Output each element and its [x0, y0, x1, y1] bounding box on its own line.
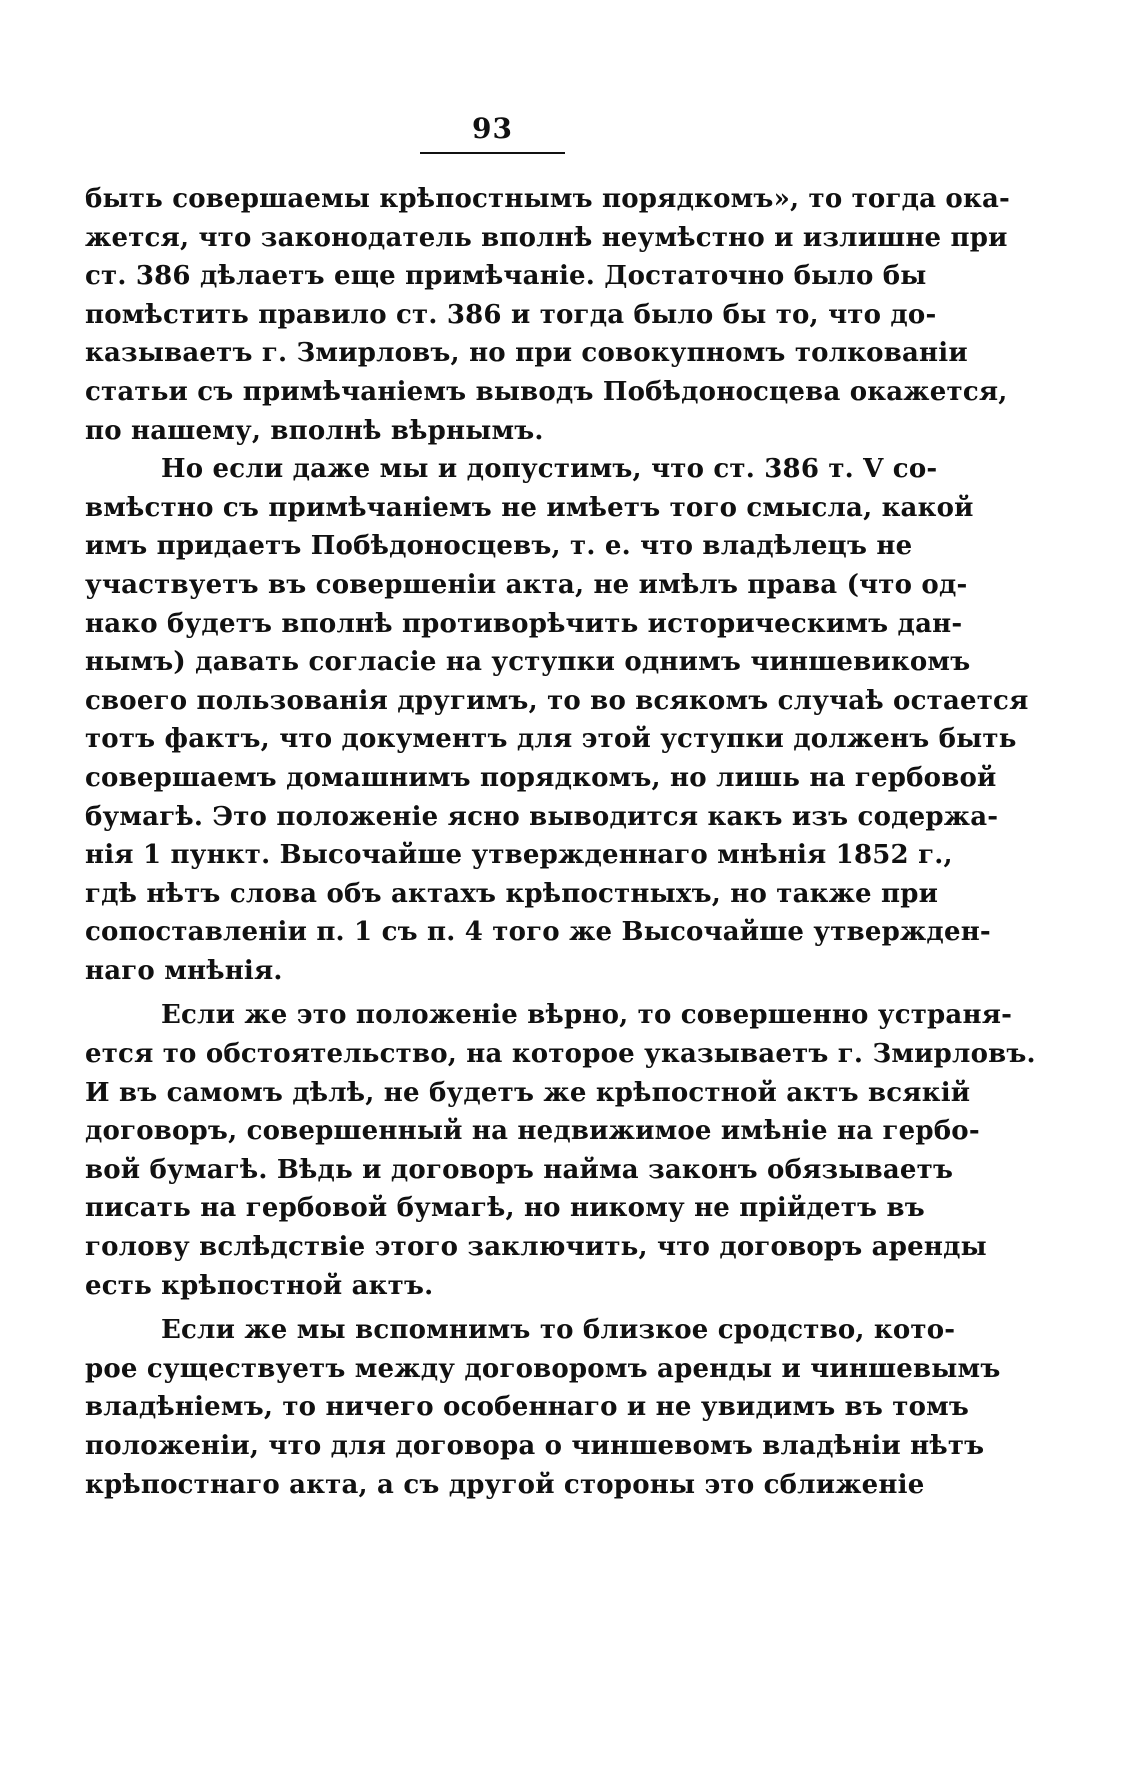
page-number: 93: [472, 112, 513, 145]
text-line: статьи съ примѣчаніемъ выводъ Побѣдоносцева окажется,: [85, 376, 1008, 407]
paragraph: [85, 996, 1036, 1305]
text-line: вой бумагѣ. Вѣдь и договоръ найма законъ обязываетъ: [85, 1154, 954, 1185]
text-line: ст. 386 дѣлаетъ еще примѣчаніе. Достаточно было бы: [85, 261, 927, 292]
text-line: положеніи, что для договора о чиншевомъ владѣніи нѣтъ: [85, 1431, 985, 1461]
text-line: по нашему, вполнѣ вѣрнымъ.: [85, 415, 544, 446]
text-line: вмѣстно съ примѣчаніемъ не имѣетъ того смысла, какой: [85, 492, 974, 523]
text-line: нія 1 пункт. Высочайше утвержденнаго мнѣнія 1852 г.,: [85, 840, 953, 871]
paragraph: [85, 180, 1010, 450]
text-line: Если же мы вспомнимъ то близкое сродство, кото-: [161, 1315, 956, 1346]
text-line: договоръ, совершенный на недвижимое имѣніе на гербо-: [85, 1116, 980, 1147]
paragraph: [85, 450, 1029, 990]
text-line: Если же это положеніе вѣрно, то совершенно устраня-: [161, 1000, 1013, 1031]
text-line: крѣпостнаго акта, а съ другой стороны это сближеніе: [85, 1469, 925, 1500]
text-line: жется, что законодатель вполнѣ неумѣстно и излишне при: [85, 222, 1008, 253]
page-header: [420, 112, 565, 154]
header-rule: [420, 152, 565, 154]
text-line: бумагѣ. Это положеніе ясно выводится какъ изъ содержа-: [85, 801, 999, 832]
text-line: участвуетъ въ совершеніи акта, не имѣлъ права (что од-: [85, 569, 968, 600]
text-line: нымъ) давать согласіе на уступки однимъ чиншевикомъ: [85, 647, 971, 678]
text-line: быть совершаемы крѣпостнымъ порядкомъ», то тогда ока-: [85, 184, 1010, 214]
paragraph: [85, 1311, 1001, 1504]
text-line: тотъ фактъ, что документъ для этой уступки долженъ быть: [85, 724, 1017, 755]
text-line: нако будетъ вполнѣ противорѣчить историческимъ дан-: [85, 608, 963, 639]
text-line: сопоставленіи п. 1 съ п. 4 того же Высочайше утвержден-: [85, 917, 991, 948]
text-line: совершаемъ домашнимъ порядкомъ, но лишь на гербовой: [85, 762, 997, 793]
text-line: своего пользованія другимъ, то во всякомъ случаѣ остается: [85, 685, 1029, 716]
text-line: писать на гербовой бумагѣ, но никому не прійдетъ въ: [85, 1193, 925, 1224]
text-line: голову вслѣдствіе этого заключить, что договоръ аренды: [85, 1232, 987, 1263]
text-line: владѣніемъ, то ничего особеннаго и не увидимъ въ томъ: [85, 1392, 970, 1423]
body-text: [85, 180, 1036, 1504]
text-line: ется то обстоятельство, на которое указываетъ г. Змирловъ.: [85, 1039, 1036, 1070]
text-line: казываетъ г. Змирловъ, но при совокупномъ толкованіи: [85, 338, 968, 369]
text-line: гдѣ нѣтъ слова объ актахъ крѣпостныхъ, но также при: [85, 878, 939, 909]
text-line: есть крѣпостной актъ.: [85, 1270, 434, 1301]
text-line: Но если даже мы и допустимъ, что ст. 386 т. V со-: [161, 454, 938, 485]
text-line: имъ придаетъ Побѣдоносцевъ, т. е. что владѣлецъ не: [85, 531, 913, 562]
text-line: наго мнѣнія.: [85, 955, 283, 986]
text-line: помѣстить правило ст. 386 и тогда было бы то, что до-: [85, 299, 937, 330]
text-line: И въ самомъ дѣлѣ, не будетъ же крѣпостной актъ всякій: [85, 1077, 971, 1108]
text-line: рое существуетъ между договоромъ аренды и чиншевымъ: [85, 1353, 1001, 1384]
